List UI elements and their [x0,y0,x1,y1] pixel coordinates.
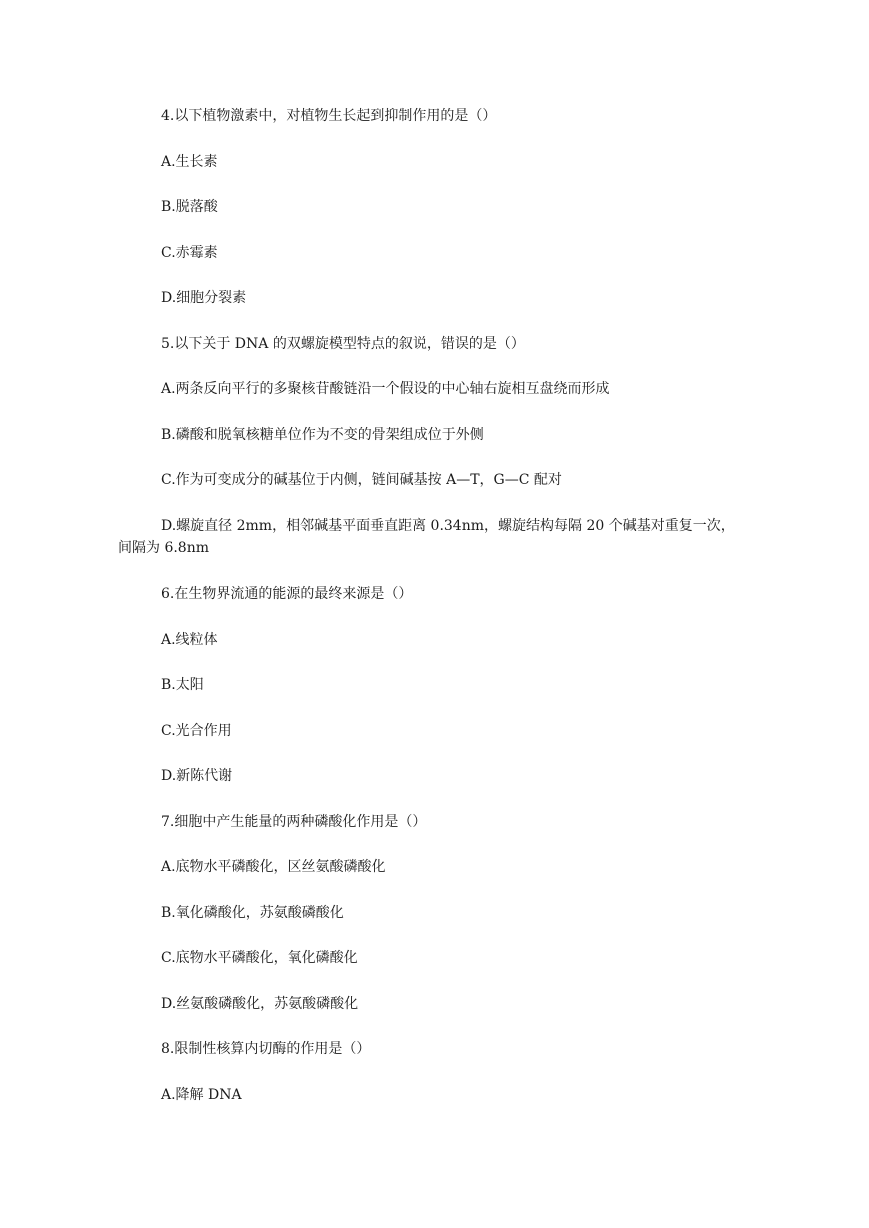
question-4-option-b: B.脱落酸 [161,199,218,215]
question-4-option-c: C.赤霉素 [161,245,218,261]
question-7-option-a: A.底物水平磷酸化，区丝氨酸磷酸化 [161,859,386,875]
question-5-option-a: A.两条反向平行的多聚核苷酸链沿一个假设的中心轴右旋相互盘绕而形成 [161,381,610,397]
question-8-text: 8.限制性核算内切酶的作用是（） [161,1041,371,1057]
question-5-option-c: C.作为可变成分的碱基位于内侧，链间碱基按 A—T，G—C 配对 [161,472,562,488]
question-6-option-d: D.新陈代谢 [161,768,233,784]
question-4-option-d: D.细胞分裂素 [161,290,247,306]
question-5-option-d: D.螺旋直径 2mm，相邻碱基平面垂直距离 0.34nm，螺旋结构每隔 20 个碱基对重复一次， [161,518,735,534]
question-7-text: 7.细胞中产生能量的两种磷酸化作用是（） [161,814,427,830]
question-4-option-a: A.生长素 [161,154,218,170]
question-7-option-b: B.氧化磷酸化，苏氨酸磷酸化 [161,905,344,921]
question-6-option-c: C.光合作用 [161,723,232,739]
question-6-option-a: A.线粒体 [161,632,218,648]
question-5-option-b: B.磷酸和脱氧核糖单位作为不变的骨架组成位于外侧 [161,427,484,443]
question-4-text: 4.以下植物激素中，对植物生长起到抑制作用的是（） [161,108,497,124]
question-7-option-d: D.丝氨酸磷酸化，苏氨酸磷酸化 [161,996,359,1012]
question-5-text: 5.以下关于 DNA 的双螺旋模型特点的叙说，错误的是（） [161,336,525,352]
question-6-option-b: B.太阳 [161,677,204,693]
question-7-option-c: C.底物水平磷酸化，氧化磷酸化 [161,950,358,966]
question-5-option-d-continued: 间隔为 6.8nm [118,540,210,556]
question-8-option-a: A.降解 DNA [161,1087,242,1103]
question-6-text: 6.在生物界流通的能源的最终来源是（） [161,586,413,602]
